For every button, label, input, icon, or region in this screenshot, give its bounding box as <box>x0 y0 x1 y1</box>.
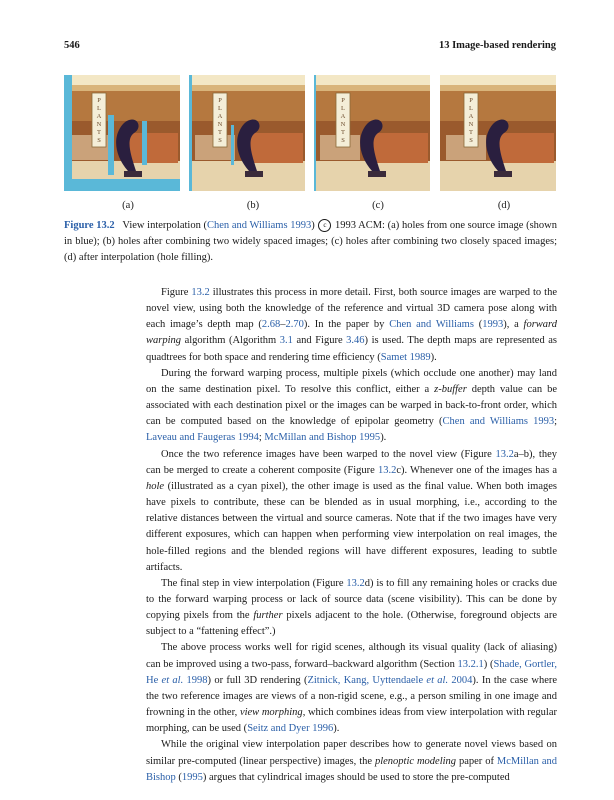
text: , which combines ideas from view interpolation with regular morphing, can be used ( <box>146 707 557 735</box>
citation-link[interactable]: Laveau and Faugeras 1994 <box>146 432 259 444</box>
page-number: 546 <box>64 40 80 51</box>
figure-caption <box>64 218 557 265</box>
chapter-title: 13 Image-based rendering <box>438 40 556 51</box>
text: While the original view interpolation paper describes how to generate novel views based on similar pre-computed (linear perspective) images, the <box>146 739 557 767</box>
text: The final step in view interpolation (Figure <box>161 577 347 589</box>
citation-link[interactable]: Chen and Williams <box>389 319 474 331</box>
text: ( <box>175 771 182 783</box>
text: The above process works well for rigid scenes, although its visual quality (lack of aliasing) can be improved using a two-pass, forward–backward algorithm (Section <box>146 642 557 670</box>
banner-letter: A <box>96 113 102 120</box>
text: c). Whenever one of the images has a <box>396 464 557 476</box>
figure-link[interactable]: 3.46 <box>346 335 365 347</box>
banner-letter: A <box>468 113 474 120</box>
subfigure-label-d: (d) <box>497 200 511 211</box>
text: ) is used. The depth maps are represented as quadtrees for both space and rendering time efficiency ( <box>146 335 557 363</box>
running-header <box>64 40 556 54</box>
figure-panel-b <box>189 75 305 191</box>
banner-letter: L <box>469 105 473 112</box>
paragraph-5 <box>146 640 557 737</box>
text: ) or full 3D rendering ( <box>207 674 308 686</box>
emphasis: plenoptic modeling <box>374 755 457 767</box>
text: ; <box>258 432 265 444</box>
banner-letter: A <box>217 113 223 120</box>
text: d) is to fill any remaining holes or cracks due to the forward warping process or lack of source data (scene visibility). This can be done by copying pixels from the <box>146 577 557 622</box>
text: 2004 <box>448 674 473 686</box>
banner-letter: L <box>341 105 345 112</box>
text: – <box>280 319 286 331</box>
text: ; <box>554 416 557 428</box>
citation-link[interactable]: 1993 <box>482 319 504 331</box>
equation-link[interactable]: 2.70 <box>285 319 304 331</box>
scene-image-a <box>64 75 180 191</box>
text: (illustrated as a cyan pixel), the other image is used as the final value. When both images have pixels to contribute, these can be blended as in usual morphing, i.e., according to the relative distances between the virtual and source cameras. Note that if the two images have very different exposures, which can happen when performing view interpolation on real images, the hole-filled regions and the blended regions will have different exposures, leading to subtle artifacts. <box>146 480 557 573</box>
banner-letter: T <box>97 129 101 136</box>
section-link[interactable]: 13.2.1 <box>457 658 484 670</box>
banner-letter: N <box>340 121 346 128</box>
body-text <box>146 285 557 786</box>
text: a–b), they can be merged to create a coherent composite (Figure <box>146 448 557 476</box>
banner-letter: L <box>97 105 101 112</box>
scene-image-d <box>440 75 556 191</box>
emphasis: z-buffer <box>434 383 467 395</box>
citation-link[interactable]: Chen and Williams 1993 <box>442 416 555 428</box>
citation-link[interactable]: McMillan and Bishop <box>146 755 557 783</box>
emphasis: forward warping <box>146 319 557 347</box>
emphasis: et al. <box>426 674 449 686</box>
emphasis: hole <box>146 480 165 492</box>
banner-letter: P <box>97 97 101 104</box>
scene-image-b <box>189 75 305 191</box>
banner-letter: L <box>218 105 222 112</box>
figure-link[interactable]: 13.2 <box>346 577 365 589</box>
citation-link[interactable]: Chen and Williams 1993 <box>207 220 312 231</box>
figure-link[interactable]: 13.2 <box>377 464 397 476</box>
emphasis: further <box>253 610 283 622</box>
figure-panel-a <box>64 75 180 191</box>
banner-letter: S <box>469 137 473 144</box>
figure-label: Figure 13.2 <box>64 220 115 231</box>
banner-letter: T <box>469 129 473 136</box>
banner-letter: N <box>217 121 223 128</box>
text: ). In the paper by <box>303 319 390 331</box>
figure-panel-d <box>440 75 556 191</box>
text: depth value can be associated with each destination pixel or the images can be warped in back-to-front order, which can be computed based on the knowledge of epipolar geometry ( <box>146 383 557 428</box>
banner-letter: S <box>341 137 345 144</box>
paragraph-6 <box>146 737 557 785</box>
citation-link[interactable]: Seitz and Dyer 1996 <box>247 723 334 735</box>
text: ). <box>430 351 437 363</box>
citation-link[interactable]: McMillan and Bishop 1995 <box>264 432 381 444</box>
banner-letter: P <box>341 97 345 104</box>
paragraph-4 <box>146 576 557 641</box>
banner-letter: N <box>468 121 474 128</box>
subfigure-label-b: (b) <box>246 200 260 211</box>
paragraph-3 <box>146 447 557 576</box>
equation-link[interactable]: 2.68 <box>261 319 281 331</box>
paragraph-2 <box>146 366 557 447</box>
text: and Figure <box>292 335 347 347</box>
text: paper of <box>456 755 497 767</box>
subfigure-label-c: (c) <box>372 200 384 211</box>
text: Figure <box>161 287 192 298</box>
figure-link[interactable]: 13.2 <box>191 287 210 298</box>
text: pixels adjacent to the hole. (Otherwise, foreground objects are subject to a “fattening effect”.) <box>146 610 557 638</box>
banner-letter: S <box>97 137 101 144</box>
text: Zitnick, Kang, Uyttendaele <box>307 674 427 686</box>
banner-letter: P <box>218 97 222 104</box>
banner-letter: T <box>341 129 345 136</box>
banner-letter: N <box>96 121 102 128</box>
figure-panels <box>64 75 556 195</box>
text: Shade, Gortler, He <box>146 658 557 686</box>
text: 1998 <box>183 674 208 686</box>
scene-image-c <box>314 75 430 191</box>
citation-link[interactable] <box>307 675 472 686</box>
text: ), a <box>503 319 524 331</box>
subfigure-label-a: (a) <box>122 200 134 211</box>
banner-letter: A <box>340 113 346 120</box>
text: During the forward warping process, multiple pixels (which occlude one another) may land on the same destination pixel. To resolve this conflict, either a <box>146 367 557 395</box>
banner-letter: P <box>469 97 473 104</box>
text: ). <box>380 432 387 444</box>
text: ). In the case where the two reference images are views of a non-rigid scene, e.g., a person smiling in one image and frowning in the other, <box>146 674 558 719</box>
text: illustrates this process in more detail. First, both source images are warped to the novel view, using both the knowledge of the reference and virtual 3D camera pose along with each image’s depth map ( <box>146 287 557 331</box>
banner-letter: T <box>218 129 222 136</box>
paragraph-1 <box>146 285 557 366</box>
caption-text: ) <box>311 220 315 231</box>
text: ) ( <box>483 658 494 670</box>
citation-link[interactable]: 1995 <box>181 771 203 783</box>
emphasis: et al. <box>161 674 184 686</box>
text: ). <box>333 723 340 735</box>
figure-panel-c <box>314 75 430 191</box>
text: Once the two reference images have been warped to the novel view (Figure <box>161 448 496 460</box>
emphasis: view morphing <box>239 707 303 719</box>
caption-text: 1993 ACM: (a) holes from one source image (shown in blue); (b) holes after combining two widely spaced images; (c) holes after combining two closely spaced images; (d) after interpolation (hole filling). <box>64 220 557 263</box>
algorithm-link[interactable]: 3.1 <box>279 335 293 347</box>
text: ( <box>473 319 483 331</box>
text: ) argues that cylindrical images should be used to store the pre-computed <box>202 771 510 783</box>
copyright-icon: c <box>318 219 331 232</box>
caption-text: View interpolation ( <box>122 220 207 231</box>
citation-link[interactable]: Samet 1989 <box>380 351 431 363</box>
text: algorithm (Algorithm <box>181 335 280 347</box>
figure-link[interactable]: 13.2 <box>495 448 514 460</box>
banner-letter: S <box>218 137 222 144</box>
